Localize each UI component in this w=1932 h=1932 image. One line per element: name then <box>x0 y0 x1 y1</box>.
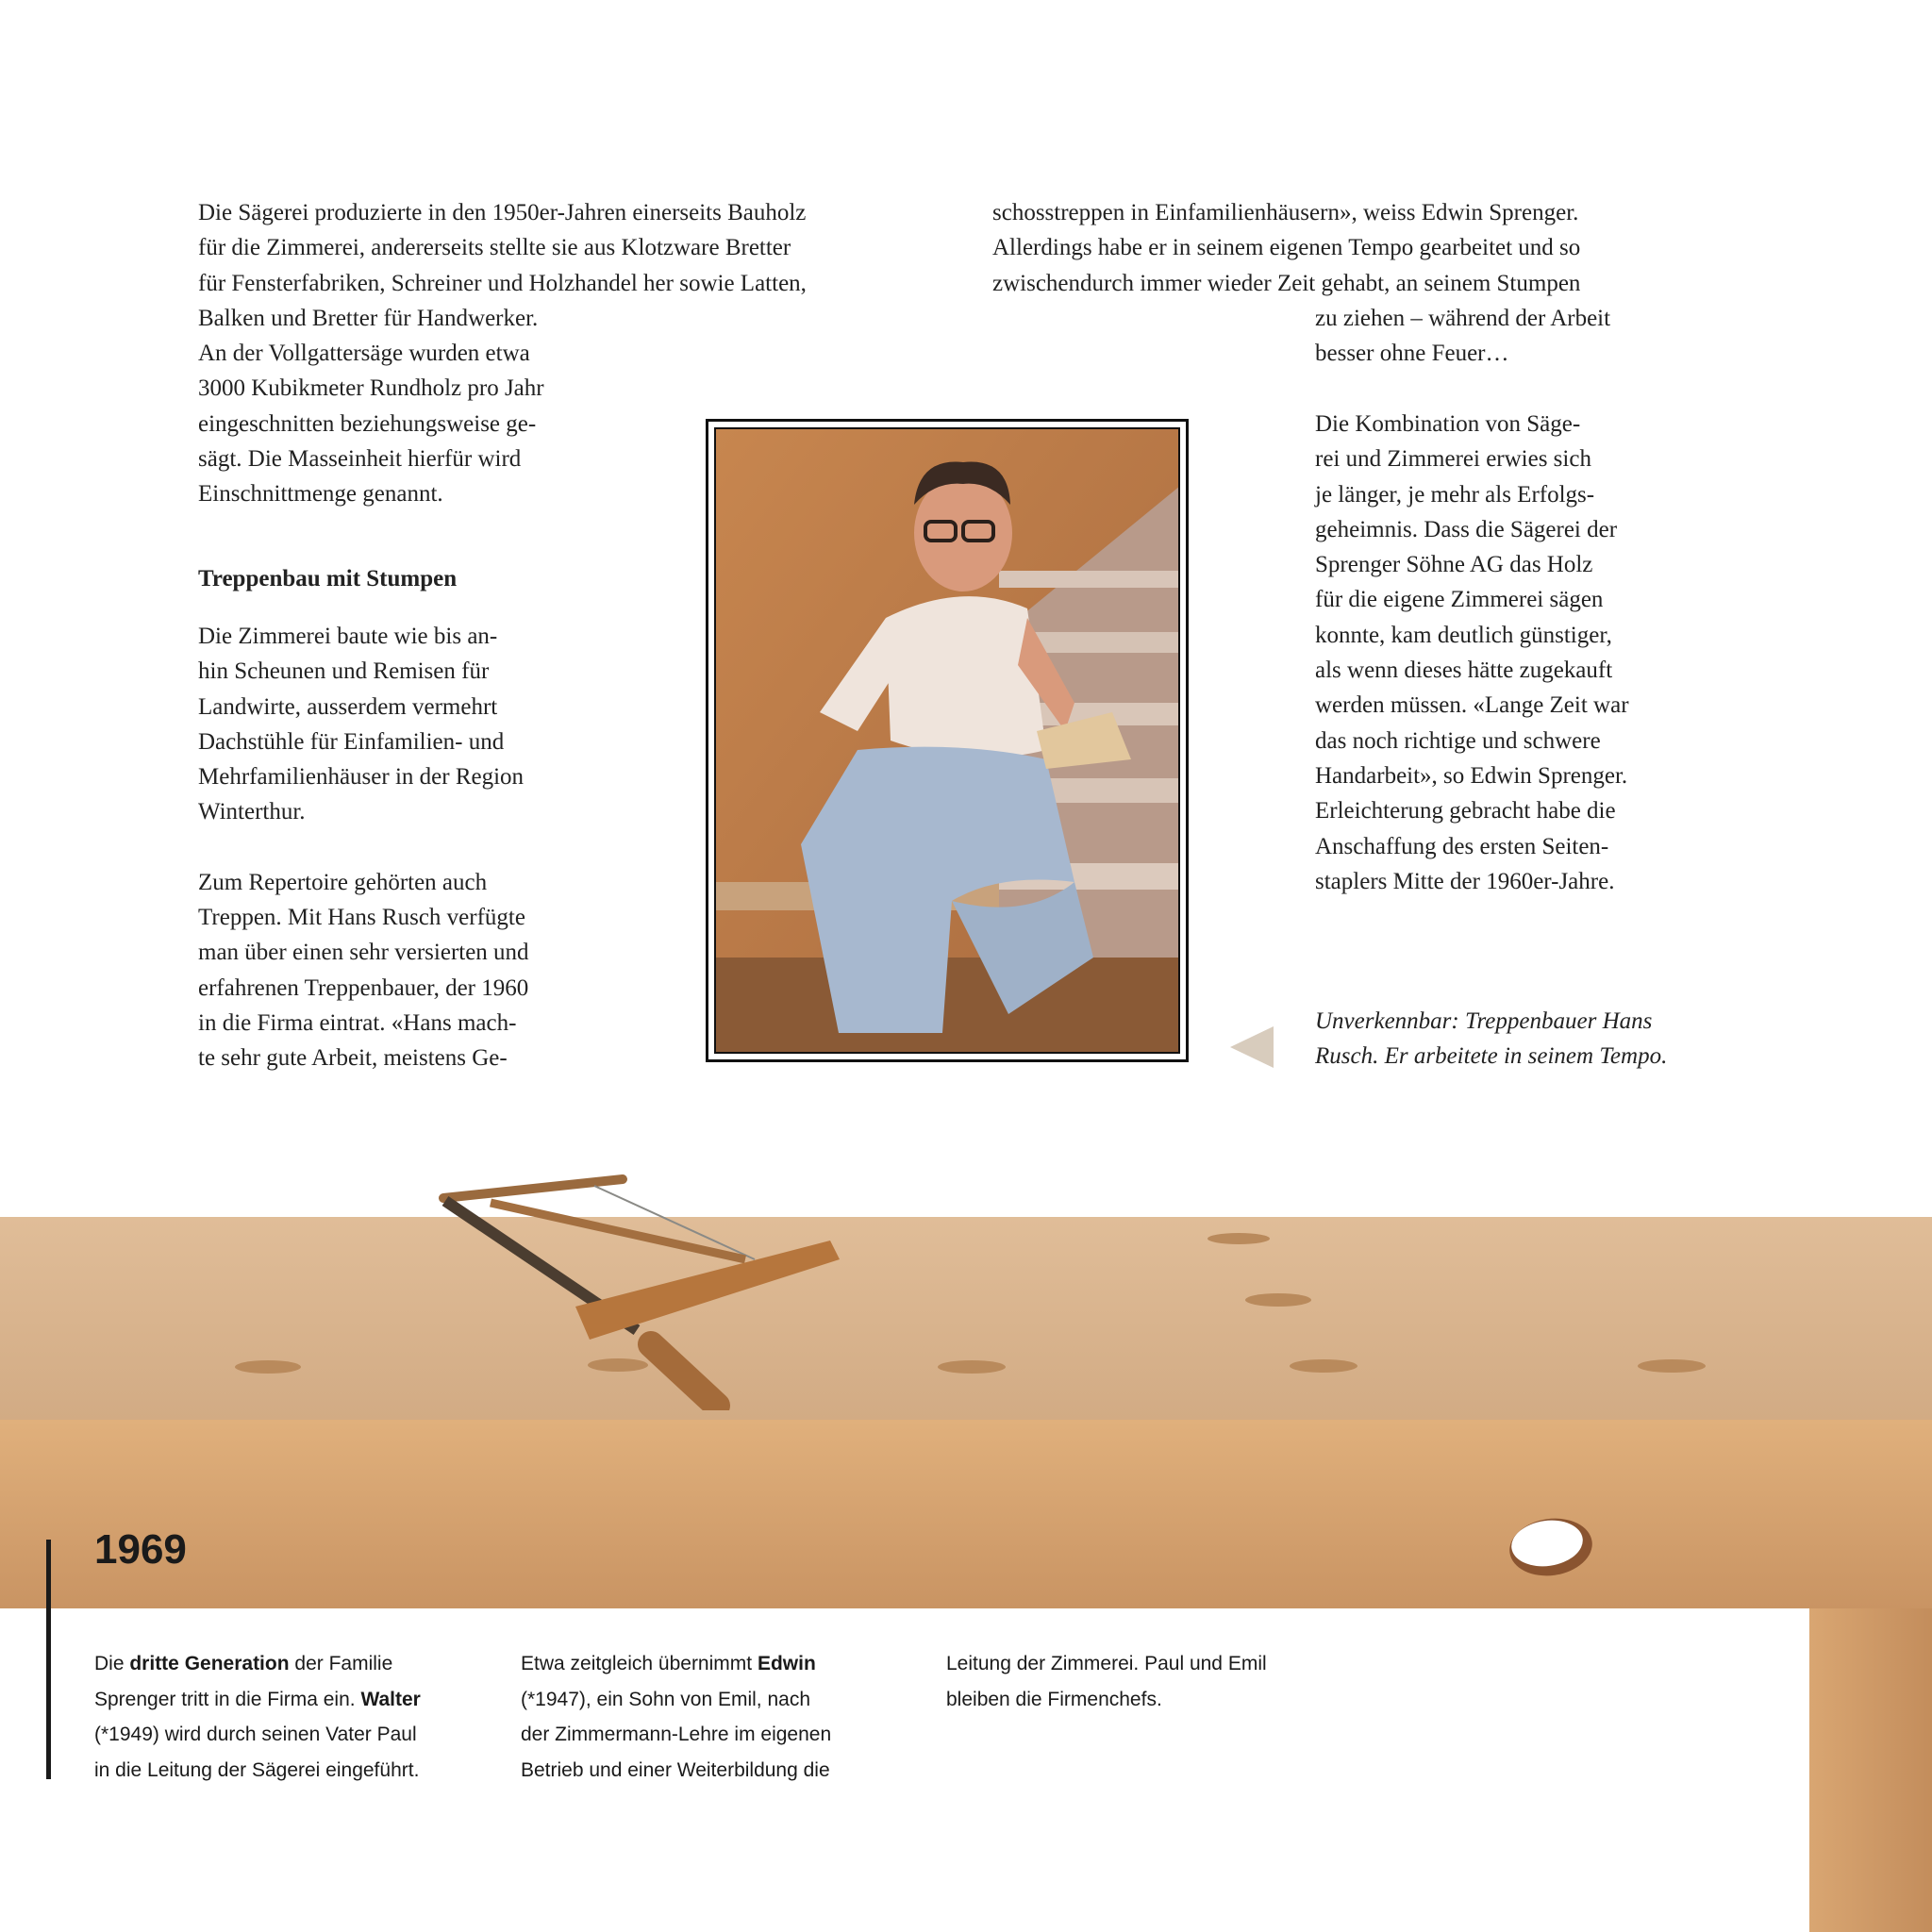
timeline-text-1-bold: dritte Generation <box>129 1653 290 1674</box>
timeline-text-2-bold: Edwin <box>757 1653 816 1674</box>
section-heading: Treppenbau mit Stumpen <box>198 566 458 591</box>
timeline-text-1-part: der Familie Sprenger tritt in die Firma ein. <box>94 1653 393 1710</box>
article-right-column <box>1315 407 1692 899</box>
timeline-text-2-part: Etwa zeitgleich übernimmt <box>521 1653 758 1674</box>
workbench-illustration <box>0 1179 1932 1932</box>
article-left-column-2 <box>198 619 594 1076</box>
photo-image <box>714 427 1180 1054</box>
photo-caption <box>1315 1004 1711 1074</box>
caption-text: Unverkennbar: Treppenbauer Hans Rusch. Er arbeitete in seinem Tempo. <box>1315 1008 1668 1070</box>
timeline-bar <box>46 1540 51 1779</box>
continued-paragraph: schosstreppen in Einfamilienhäusern», weiss Edwin Sprenger. Allerdings habe er in seinem eigenen Tempo gearbeitet und so zwischendurch immer wieder Zeit gehabt, an seinem Stumpen <box>992 200 1581 296</box>
timeline-text-2 <box>521 1646 898 1788</box>
photo-stairbuilder <box>706 419 1189 1062</box>
timeline-text-1-part: Die <box>94 1653 130 1674</box>
timeline-text-1-part: (*1949) wird durch seinen Vater Paul in die Leitung der Sägerei eingeführt. <box>94 1724 420 1781</box>
photo-stairbuilder-illustration <box>716 429 1180 1054</box>
timeline-text-1 <box>94 1646 472 1788</box>
timeline-text-1-bold: Walter <box>360 1688 421 1710</box>
right-paragraph: Die Kombination von Säge- rei und Zimmerei erwies sich je länger, je mehr als Erfolgs- geheimnis. Dass die Sägerei der Sprenger Söhne AG das Holz für die eigene Zimmerei sägen konnte, kam deutlich günstiger, als wenn dieses hätte zugekauft werden müssen. «Lange Zeit war das noch richtige und schwere Handarbeit», so Edwin Sprenger. Erleichterung gebracht habe die Anschaffung des ersten Seiten- staplers Mitte der 1960er-Jahre. <box>1315 411 1629 894</box>
intro-paragraph: Die Sägerei produzierte in den 1950er-Jahren einerseits Bauholz für die Zimmerei, andererseits stellte sie aus Klotzware Bretter für Fensterfabriken, Schreiner und Holzhandel her sowie Latten, Balken und Bretter für Handwerker. An der Vollgattersäge wurden etwa 3000 Kubikmeter Rundholz pro Jahr eingeschnitten beziehungsweise ge- sägt. Die Masseinheit hierfür wird Einschnittmenge genannt. <box>198 200 807 508</box>
timeline-text-2-part: (*1947), ein Sohn von Emil, nach der Zimmermann-Lehre im eigenen Betrieb und einer Weiterbildung die <box>521 1688 832 1781</box>
left-paragraph-3: Zum Repertoire gehörten auch Treppen. Mit Hans Rusch verfügte man über einen sehr versierten und erfahrenen Treppenbauer, der 1960 in die Firma eintrat. «Hans mach- te sehr gute Arbeit, meistens Ge- <box>198 869 529 1072</box>
article-continued-top <box>992 195 1672 301</box>
timeline-year: 1969 <box>94 1526 187 1573</box>
timeline-text-3: Leitung der Zimmerei. Paul und Emil bleiben die Firmenchefs. <box>946 1653 1267 1710</box>
left-paragraph-2: Die Zimmerei baute wie bis an- hin Scheunen und Remisen für Landwirte, ausserdem vermehrt Dachstühle für Einfamilien- und Mehrfamilienhäuser in der Region Winterthur. <box>198 624 525 825</box>
caption-pointer-icon <box>1230 1026 1274 1068</box>
continued-paragraph-2: zu ziehen – während der Arbeit besser ohne Feuer… <box>1315 306 1611 367</box>
bow-saw-illustration <box>434 1165 849 1410</box>
article-continued-top-2 <box>1315 301 1692 372</box>
